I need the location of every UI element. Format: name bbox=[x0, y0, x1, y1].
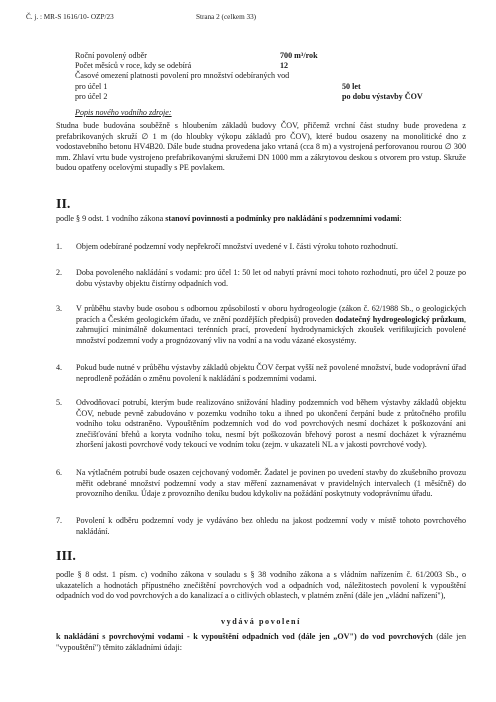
summary-row: Časové omezení platnosti povolení pro množství odebíraných vod bbox=[75, 71, 290, 80]
summary-row: pro účel 2 po dobu výstavby ČOV bbox=[75, 92, 423, 101]
section-numeral-ii: II. bbox=[56, 197, 71, 212]
section3-intro: podle § 8 odst. 1 písm. c) vodního zákona v souladu s § 38 vodního zákona a s vládním nařízením č. 61/2003 Sb., o ukazatelích a hodnotách přípustného znečištění povrchových vod a odpadních vod, náležitostech povolení k vypouštění odpadních vod do vod povrchových a do kanalizací a o citlivých oblastech, v platném znění (dále jen „vládní nařízení"), bbox=[56, 570, 466, 601]
source-heading: Popis nového vodního zdroje: bbox=[75, 108, 172, 117]
summary-row: pro účel 1 50 let bbox=[75, 82, 361, 91]
summary-row: Počet měsíců v roce, kdy se odebírá 12 bbox=[75, 61, 289, 70]
document-page: Č. j. : MR-S 1616/10- OZP/23 Strana 2 (celkem 33) Roční povolený odběr 700 m³/rok Počet měsíců v roce, kdy se odebírá 12 Časové omezení platnosti povolení pro množství odebíraných vod pro účel 1 50 let pro účel 2 po dobu výstavby ČOV Popis nového vodního zdroje: Studna bude budována souběžně s hloubením základů budovy ČOV, přičemž vrchní část studny bude provedena z prefabrikovaných skruží ∅ 1 m (do hloubky výkopu základů pro ČOV), které budou osazeny na monolitické dno z vodostavebního betonu HV4B20. Dále bude studna provedena jako vrtaná (cca 8 m) a vystrojená perforovanou rourou ∅ 300 mm. Zhlaví vrtu bude vystrojeno prefabrikovanými skružemi DN 1000 mm a zákrytovou deskou s otvorem pro vstup. Skruže budou opatřeny ocelovými stupadly s PE povlakem. II. podle § 9 odst. 1 vodního zákona stanoví povinnosti a podmínky pro nakládání s podzemními vodami: 1. Objem odebírané podzemní vody nepřekročí množství uvedené v I. části výroku tohoto rozhodnutí. 2. Doba povoleného nakládání s vodami: pro účel 1: 50 let od nabytí právní moci tohoto rozhodnutí, pro účel 2 pouze po dobu výstavby objektu čistírny odpadních vod. 3. V průběhu stavby bude osobou s odbornou způsobilostí v oboru hydrogeologie (zákon č. 62/1988 Sb., o geologických pracích a Českém geologickém úřadu, ve znění pozdějších předpisů) proveden dodatečný hydrogeologický průzkum, zahrnující minimálně dokumentaci terénních prací, provedení hydrodynamických zkoušek verifikujících povolené množství podzemní vody a prognózovaný vliv na vodní a na vodu vázané ekosystémy. 4. Pokud bude nutné v průběhu výstavby základů objektu ČOV čerpat vyšší než povolené množství, bude vodoprávní úřad neprodleně požádán o změnu povolení k nakládání s podzemními vodami. 5. Odvodňovací potrubí, kterým bude realizováno snižování hladiny podzemních vod během výstavby základů objektu ČOV, nebude pevně zabudováno v pozemku vodního toku a ihned po ukončení čerpání bude z průtočného profilu vodního toku odstraněno. Vypouštěním podzemních vod do vod povrchových nesmí docházet k poškozování ani znečišťování břehů a koryta vodního toku, nesmí být poškozován břehový porost a nesmí docházet k výraznému zhoršení jakosti povrchové vody tekoucí ve vodním toku (zejm. v ukazateli NL a v jakosti povrchové vody). 6. Na výtlačném potrubí bude osazen cejchovaný vodoměr. Žadatel je povinen po uvedení stavby do zkušebního provozu měřit odebrané množství podzemní vody a stav měření zaznamenávat v pravidelných intervalech (1 měsíčně) do provozního deníku. Údaje z provozního deníku budou kdykoliv na požádání poskytnuty vodoprávnímu úřadu. 7. Povolení k odběru podzemní vody je vydáváno bez ohledu na jakost podzemní vody v místě tohoto povrchového nakládání. III. podle § 8 odst. 1 písm. c) vodního zákona v souladu s § 38 vodního zákona a s vládním nařízením č. 61/2003 Sb., o ukazatelích a hodnotách přípustného znečištění povrchových vod a odpadních vod, náležitostech povolení k vypouštění odpadních vod do vod povrchových a do kanalizací a o citlivých oblastech, v platném znění (dále jen „vládní nařízení"), vydává povolení k nakládání s povrchovými vodami - k vypouštění odpadních vod (dále jen „OV") do vod povrchových (dále jen "vypouštění") těmito základními údaji: bbox=[26, 13, 467, 652]
source-paragraph: Studna bude budována souběžně s hloubením základů budovy ČOV, přičemž vrchní část studny bude provedena z prefabrikovaných skruží ∅ 1 m (do hloubky výkopu základů pro ČOV), které budou osazeny na monolitické dno z vodostavebního betonu HV4B20. Dále bude studna provedena jako vrtaná (cca 8 m) a vystrojená perforovanou rourou ∅ 300 mm. Zhlaví vrtu bude vystrojeno prefabrikovanými skružemi DN 1000 mm a zákrytovou deskou s otvorem pro vstup. Skruže budou opatřeny ocelovými stupadly s PE povlakem. bbox=[56, 121, 466, 173]
section2-intro: podle § 9 odst. 1 vodního zákona stanoví povinnosti a podmínky pro nakládání s podzemními vodami: bbox=[56, 214, 402, 223]
page-number: Strana 2 (celkem 33) bbox=[196, 13, 257, 21]
section3-tail: k nakládání s povrchovými vodami - k vypouštění odpadních vod (dále jen „OV") do vod povrchových (dále jen "vypouštění") těmito základními údaji: bbox=[56, 632, 466, 652]
reference-number: Č. j. : MR-S 1616/10- OZP/23 bbox=[26, 13, 114, 21]
decision-heading: vydává povolení bbox=[221, 617, 301, 626]
section-numeral-iii: III. bbox=[56, 549, 76, 564]
summary-row: Roční povolený odběr 700 m³/rok bbox=[75, 51, 318, 60]
